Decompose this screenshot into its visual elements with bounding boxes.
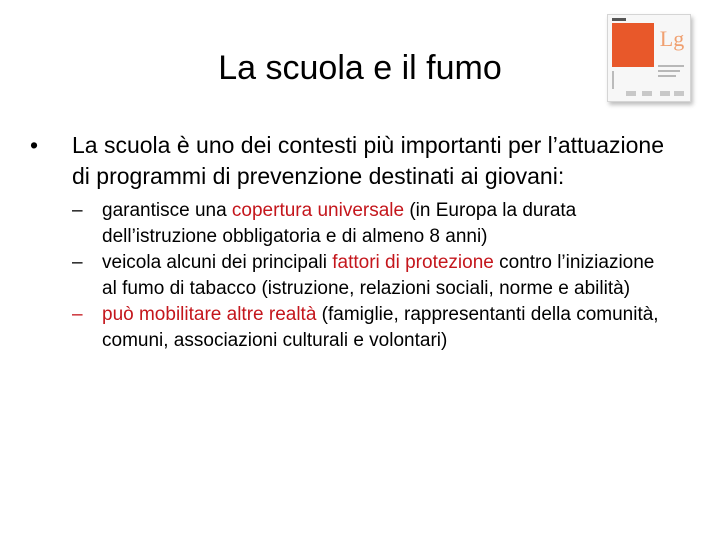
thumbnail-text-line: [658, 65, 684, 67]
dash-marker: –: [72, 200, 83, 221]
bullet-list: [30, 130, 670, 354]
thumbnail-text-line: [658, 70, 680, 72]
sub-bullet-item: [72, 198, 670, 250]
bullet-text: La scuola è uno dei contesti più importanti per l’attuazione di programmi di prevenzione destinati ai giovani:: [72, 132, 664, 189]
dash-marker: –: [72, 304, 83, 325]
sub-text: (famiglie, rappresentanti della comunità, comuni, associazioni culturali e volontari): [102, 304, 659, 351]
sub-text: veicola alcuni dei principali: [102, 252, 333, 273]
thumbnail-logo: Lg: [659, 26, 685, 51]
thumbnail-cover-block: [612, 23, 654, 67]
guideline-document-thumbnail: [607, 14, 691, 102]
highlight-text: può mobilitare altre realtà: [102, 304, 317, 325]
dash-marker: –: [72, 252, 83, 273]
sub-text: contro l’iniziazione al fumo di tabacco (istruzione, relazioni sociali, norme e abilità): [102, 252, 655, 299]
highlight-text: fattori di protezione: [332, 252, 494, 273]
thumbnail-side-mark: [612, 71, 614, 89]
sub-text: (in Europa la durata dell’istruzione obbligatoria e di almeno 8 anni): [102, 200, 577, 247]
bullet-marker: •: [30, 132, 39, 158]
thumbnail-footer-logo: [674, 91, 684, 96]
highlight-text: copertura universale: [231, 200, 405, 221]
bullet-item: [30, 130, 670, 354]
thumbnail-text-line: [658, 75, 676, 77]
thumbnail-footer-logo: [660, 91, 670, 96]
slide-title: La scuola e il fumo: [218, 49, 502, 87]
sub-bullet-item: [72, 250, 670, 302]
thumbnail-footer-logo: [626, 91, 636, 96]
sub-bullet-item: [72, 302, 670, 354]
thumbnail-footer-logo: [642, 91, 652, 96]
sub-bullet-list: [72, 198, 670, 354]
thumbnail-header-mark: [612, 18, 626, 21]
sub-text: garantisce una: [102, 200, 232, 221]
